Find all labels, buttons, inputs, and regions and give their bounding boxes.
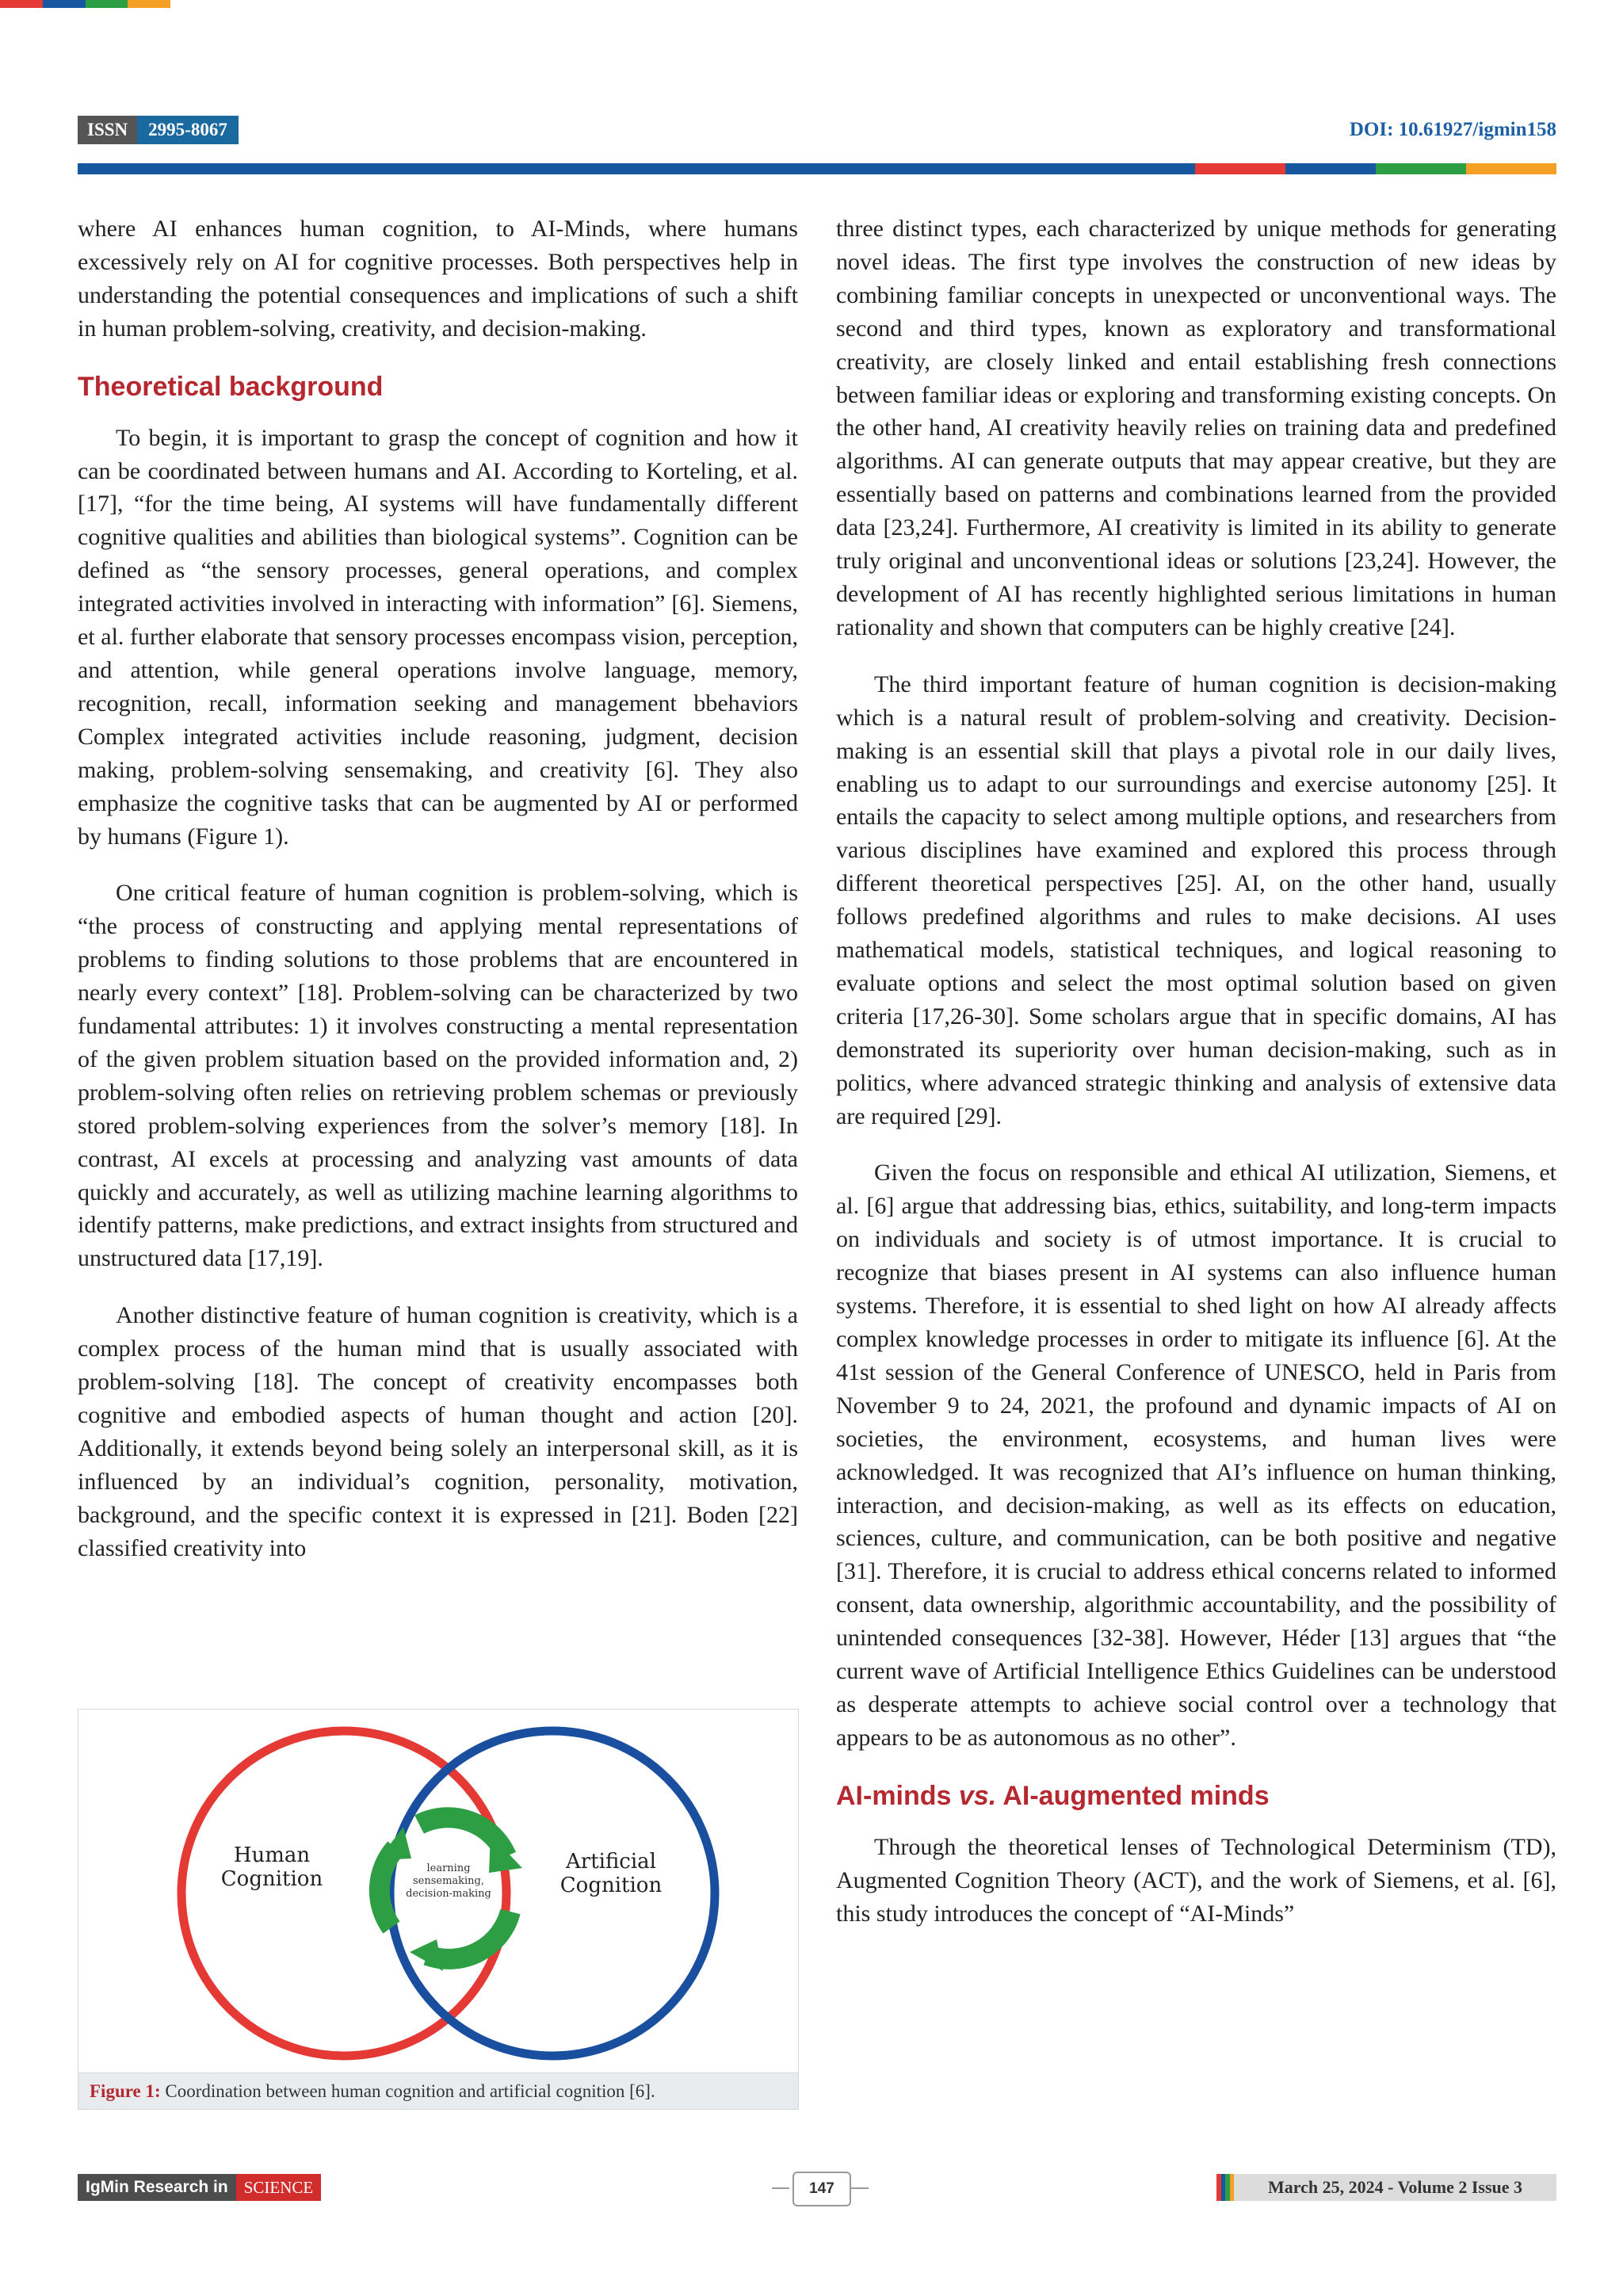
paragraph-ethics: Given the focus on responsible and ethical AI utilization, Siemens, et al. [6] argue that addressing bias, ethics, suitability, and long-term impacts on individuals and society is of utmost importance. It is crucial to recognize that biases present in AI systems can also influence human systems. Therefore, it is essential to shed light on how AI already affects complex knowledge processes in order to mitigate its influence [6]. At the 41st session of the General Conference of UNESCO, held in Paris from November 9 to 24, 2021, the profound and dynamic impacts of AI on societies, the environment, ecosystems, and human lives were acknowledged. It was recognized that AI’s influence on human thinking, interaction, and decision-making, as well as its effects on education, sciences, culture, and communication, can be both positive and negative [31]. Therefore, it is crucial to address ethical concerns related to informed consent, data ownership, algorithmic accountability, and the possibility of unintended consequences [32-38]. However, Héder [13] argues that “the current wave of Artificial Intelligence Ethics Guidelines can be understood as desperate attempts to achieve social control over a technology that appears to be as autonomous as no other”. bbox=[836, 1159, 1556, 1751]
issn-value: 2995-8067 bbox=[137, 116, 239, 144]
figure-1 bbox=[78, 1709, 799, 2110]
center-label-3: decision-making bbox=[406, 1888, 491, 1900]
figure-caption bbox=[78, 2073, 798, 2109]
ai-cognition-label-line1: Artificial bbox=[565, 1850, 657, 1874]
doi-link[interactable]: DOI: 10.61927/igmin158 bbox=[1349, 119, 1556, 140]
human-cognition-label-line1: Human bbox=[233, 1843, 311, 1867]
section-heading-ai-minds bbox=[836, 1778, 1556, 1813]
footer-color-stripes bbox=[1216, 2174, 1234, 2201]
left-column bbox=[78, 212, 798, 1589]
paragraph-intro: where AI enhances human cognition, to AI-Minds, where humans excessively rely on AI for cognitive processes. Both perspectives help in understanding the potential consequences and implications of such a shift in human problem-solving, creativity, and decision-making. bbox=[78, 216, 798, 342]
header-rule bbox=[78, 163, 1556, 174]
paragraph-cognition: To begin, it is important to grasp the concept of cognition and how it can be coordinated between humans and AI. According to Korteling, et al. [17], “for the time being, AI systems will have fundamentally different cognitive qualities and abilities than biological systems”. Cognition can be defined as “the sensory processes, general operations, and complex integrated activities involved in interacting with information” [6]. Siemens, et al. further elaborate that sensory processes encompass vision, perception, and attention, while general operations involve language, memory, recognition, recall, information seeking and management bbehaviors Complex integrated activities include reasoning, judgment, decision making, problem-solving sensemaking, and creativity [6]. They also emphasize the cognitive tasks that can be augmented by AI or performed by humans (Figure 1). bbox=[78, 424, 798, 850]
paragraph-ai-minds-intro: Through the theoretical lenses of Technological Determinism (TD), Augmented Cognition Theory (ACT), and the work of Siemens, et al. [6], this study introduces the concept of “AI-Minds” bbox=[836, 1833, 1556, 1927]
journal-tag: SCIENCE bbox=[236, 2174, 322, 2201]
page-number-line-right bbox=[851, 2187, 869, 2189]
ai-cognition-label-line2: Cognition bbox=[559, 1874, 663, 1897]
issn-badge bbox=[78, 116, 239, 144]
heading-part-1: AI-minds bbox=[836, 1780, 959, 1811]
heading-vs: vs. bbox=[958, 1780, 997, 1811]
center-label-2: sensemaking, bbox=[412, 1875, 485, 1887]
footer-journal-badge[interactable] bbox=[78, 2174, 321, 2201]
corner-color-strip bbox=[0, 0, 170, 8]
figure-caption-label: Figure 1: bbox=[90, 2081, 161, 2101]
page-number-line-left bbox=[772, 2187, 789, 2189]
right-column bbox=[836, 212, 1556, 1954]
paragraph-creativity-types: three distinct types, each characterized by unique methods for generating novel ideas. The first type involves the construction of new ideas by combining familiar concepts in unexpected or unconventional ways. The second and third types, known as exploratory and transformational creativity, are closely linked and entail establishing fresh connections between familiar ideas or exploring and transforming existing concepts. On the other hand, AI creativity heavily relies on training data and predefined algorithms. AI can generate outputs that may appear creative, but they are essentially based on patterns and combinations learned from the provided data [23,24]. Furthermore, AI creativity is limited in its ability to generate truly original and unconventional ideas or solutions [23,24]. However, the development of AI has recently highlighted serious limitations in human rationality and shown that computers can be highly creative [24]. bbox=[836, 216, 1556, 640]
section-heading-theoretical-background: Theoretical background bbox=[78, 371, 384, 402]
journal-name: IgMin Research in bbox=[78, 2174, 236, 2201]
human-cognition-label-line2: Cognition bbox=[220, 1867, 323, 1891]
figure-caption-text: Coordination between human cognition and artificial cognition [6]. bbox=[165, 2081, 655, 2101]
issn-label: ISSN bbox=[78, 116, 137, 144]
paragraph-creativity: Another distinctive feature of human cognition is creativity, which is a complex process of the human mind that is usually associated with problem-solving [18]. The concept of creativity encompasses both cognitive and embodied aspects of human thought and action [20]. Additionally, it extends beyond being solely an interpersonal skill, as it is influenced by an individual’s cognition, personality, motivation, background, and the specific context it is expressed in [21]. Boden [22] classified creativity into bbox=[78, 1302, 798, 1561]
paragraph-decision-making: The third important feature of human cognition is decision-making which is a natural result of problem-solving and creativity. Decision-making is an essential skill that plays a pivotal role in our daily lives, enabling us to adapt to our surroundings and exercise autonomy [25]. It entails the capacity to select among multiple options, and researchers from various disciplines have examined and explored this process through different theoretical perspectives [25]. AI, on the other hand, usually follows predefined algorithms and rules to make decisions. AI uses mathematical models, statistical techniques, and logical reasoning to evaluate options and select the most optimal solution based on given criteria [17,26-30]. Some scholars argue that in specific domains, AI has demonstrated its superiority over human decision-making, such as in politics, where advanced strategic thinking and analysis of extensive data are required [29]. bbox=[836, 670, 1556, 1129]
center-label-1: learning bbox=[426, 1862, 471, 1874]
issue-date: March 25, 2024 - Volume 2 Issue 3 bbox=[1234, 2174, 1556, 2201]
paragraph-problem-solving: One critical feature of human cognition is problem-solving, which is “the process of constructing and applying mental representations of problems to finding solutions to those problems that are encountered in nearly every context” [18]. Problem-solving can be characterized by two fundamental attributes: 1) it involves constructing a mental representation of the given problem situation based on the provided information and, 2) problem-solving often relies on retrieving problem schemas or previously stored problem-solving experiences from the solver’s memory [18]. In contrast, AI excels at processing and analyzing vast amounts of data quickly and accurately, as well as utilizing machine learning algorithms to identify patterns, make predictions, and extract insights from structured and unstructured data [17,19]. bbox=[78, 880, 798, 1272]
venn-diagram bbox=[78, 1710, 798, 2073]
page-number: 147 bbox=[792, 2172, 851, 2206]
footer-date-badge bbox=[1216, 2174, 1556, 2201]
heading-part-2: AI-augmented minds bbox=[996, 1780, 1270, 1811]
